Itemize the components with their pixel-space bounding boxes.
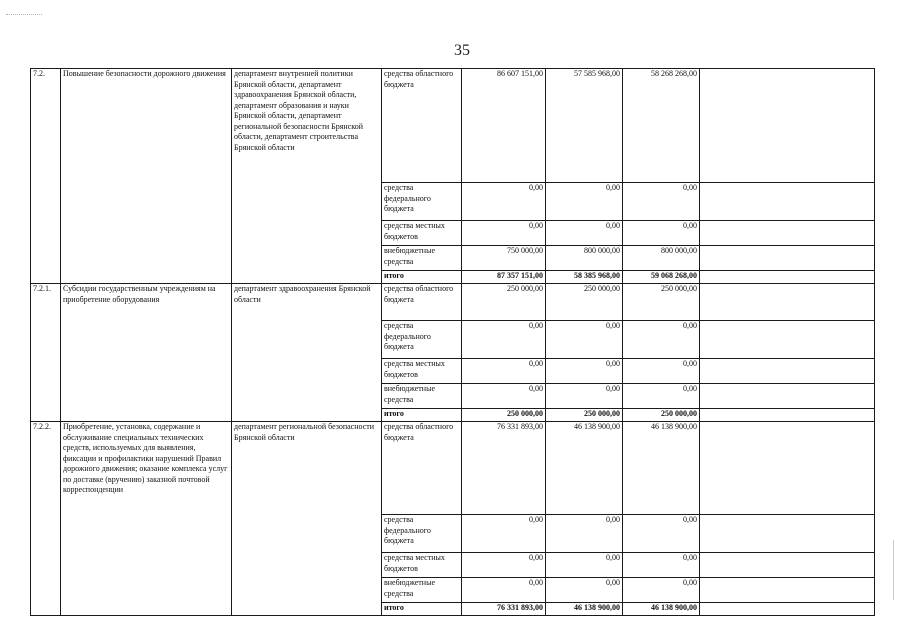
amount-year-2: 0,00 — [546, 384, 623, 409]
source-row — [31, 422, 875, 515]
amount-year-3: 0,00 — [623, 384, 700, 409]
amount-year-3: 0,00 — [623, 359, 700, 384]
amount-year-2: 0,00 — [546, 221, 623, 246]
empty-cell — [700, 321, 875, 359]
amount-year-1: 0,00 — [462, 553, 546, 578]
empty-cell — [700, 271, 875, 284]
funding-source: средства областного бюджета — [382, 284, 462, 321]
empty-cell — [700, 409, 875, 422]
item-number: 7.2.2. — [31, 422, 61, 616]
amount-year-1: 0,00 — [462, 221, 546, 246]
item-number: 7.2. — [31, 69, 61, 284]
empty-cell — [700, 246, 875, 271]
empty-cell — [700, 384, 875, 409]
amount-year-3: 0,00 — [623, 515, 700, 553]
amount-year-3: 0,00 — [623, 553, 700, 578]
budget-table — [30, 68, 875, 616]
total-year-2: 46 138 900,00 — [546, 603, 623, 616]
empty-cell — [700, 515, 875, 553]
amount-year-2: 800 000,00 — [546, 246, 623, 271]
funding-source: внебюджетные средства — [382, 578, 462, 603]
amount-year-3: 800 000,00 — [623, 246, 700, 271]
funding-source: средства федерального бюджета — [382, 515, 462, 553]
amount-year-1: 0,00 — [462, 359, 546, 384]
amount-year-2: 0,00 — [546, 515, 623, 553]
amount-year-1: 250 000,00 — [462, 284, 546, 321]
amount-year-1: 750 000,00 — [462, 246, 546, 271]
amount-year-1: 86 607 151,00 — [462, 69, 546, 183]
total-year-2: 250 000,00 — [546, 409, 623, 422]
empty-cell — [700, 69, 875, 183]
amount-year-3: 250 000,00 — [623, 284, 700, 321]
total-year-3: 59 068 268,00 — [623, 271, 700, 284]
empty-cell — [700, 553, 875, 578]
amount-year-2: 0,00 — [546, 183, 623, 221]
amount-year-1: 0,00 — [462, 183, 546, 221]
total-year-1: 250 000,00 — [462, 409, 546, 422]
empty-cell — [700, 422, 875, 515]
funding-source: средства областного бюджета — [382, 69, 462, 183]
item-title: Приобретение, установка, содержание и обслуживание специальных технических средств, используемых для выявления, фиксации и профилактики нарушений Правил дорожного движения; оказание комплекса услуг по доставке (вручению) заказной почтовой корреспонденции — [61, 422, 232, 616]
funding-source: средства областного бюджета — [382, 422, 462, 515]
amount-year-3: 46 138 900,00 — [623, 422, 700, 515]
funding-source: внебюджетные средства — [382, 246, 462, 271]
empty-cell — [700, 603, 875, 616]
amount-year-3: 0,00 — [623, 183, 700, 221]
funding-source: средства местных бюджетов — [382, 553, 462, 578]
total-year-1: 87 357 151,00 — [462, 271, 546, 284]
empty-cell — [700, 359, 875, 384]
amount-year-1: 0,00 — [462, 384, 546, 409]
amount-year-1: 0,00 — [462, 321, 546, 359]
source-row — [31, 69, 875, 183]
total-label: итого — [382, 603, 462, 616]
amount-year-3: 0,00 — [623, 221, 700, 246]
funding-source: средства федерального бюджета — [382, 183, 462, 221]
scan-artifact — [6, 14, 42, 16]
total-label: итого — [382, 271, 462, 284]
empty-cell — [700, 578, 875, 603]
total-year-1: 76 331 893,00 — [462, 603, 546, 616]
amount-year-2: 46 138 900,00 — [546, 422, 623, 515]
amount-year-1: 0,00 — [462, 515, 546, 553]
total-year-2: 58 385 968,00 — [546, 271, 623, 284]
funding-source: средства местных бюджетов — [382, 221, 462, 246]
amount-year-2: 0,00 — [546, 578, 623, 603]
amount-year-2: 0,00 — [546, 321, 623, 359]
amount-year-2: 0,00 — [546, 359, 623, 384]
amount-year-1: 0,00 — [462, 578, 546, 603]
item-title: Повышение безопасности дорожного движения — [61, 69, 232, 284]
amount-year-2: 57 585 968,00 — [546, 69, 623, 183]
item-executor: департамент внутренней политики Брянской области, департамент здравоохранения Брянской области, департамент образования и науки Брянской области, департамент региональной безопасности Брянской области, департамент строительства Брянской области — [232, 69, 382, 284]
empty-cell — [700, 221, 875, 246]
amount-year-3: 0,00 — [623, 321, 700, 359]
page-number: 35 — [454, 42, 470, 59]
amount-year-2: 250 000,00 — [546, 284, 623, 321]
source-row — [31, 284, 875, 321]
amount-year-2: 0,00 — [546, 553, 623, 578]
item-title: Субсидии государственным учреждениям на приобретение оборудования — [61, 284, 232, 422]
item-number: 7.2.1. — [31, 284, 61, 422]
amount-year-3: 58 268 268,00 — [623, 69, 700, 183]
funding-source: внебюджетные средства — [382, 384, 462, 409]
total-label: итого — [382, 409, 462, 422]
funding-source: средства местных бюджетов — [382, 359, 462, 384]
empty-cell — [700, 284, 875, 321]
item-executor: департамент здравоохранения Брянской области — [232, 284, 382, 422]
funding-source: средства федерального бюджета — [382, 321, 462, 359]
amount-year-3: 0,00 — [623, 578, 700, 603]
item-executor: департамент региональной безопасности Брянской области — [232, 422, 382, 616]
budget-table-body — [31, 69, 875, 616]
total-year-3: 250 000,00 — [623, 409, 700, 422]
scan-edge-mark — [893, 540, 894, 600]
total-year-3: 46 138 900,00 — [623, 603, 700, 616]
empty-cell — [700, 183, 875, 221]
amount-year-1: 76 331 893,00 — [462, 422, 546, 515]
